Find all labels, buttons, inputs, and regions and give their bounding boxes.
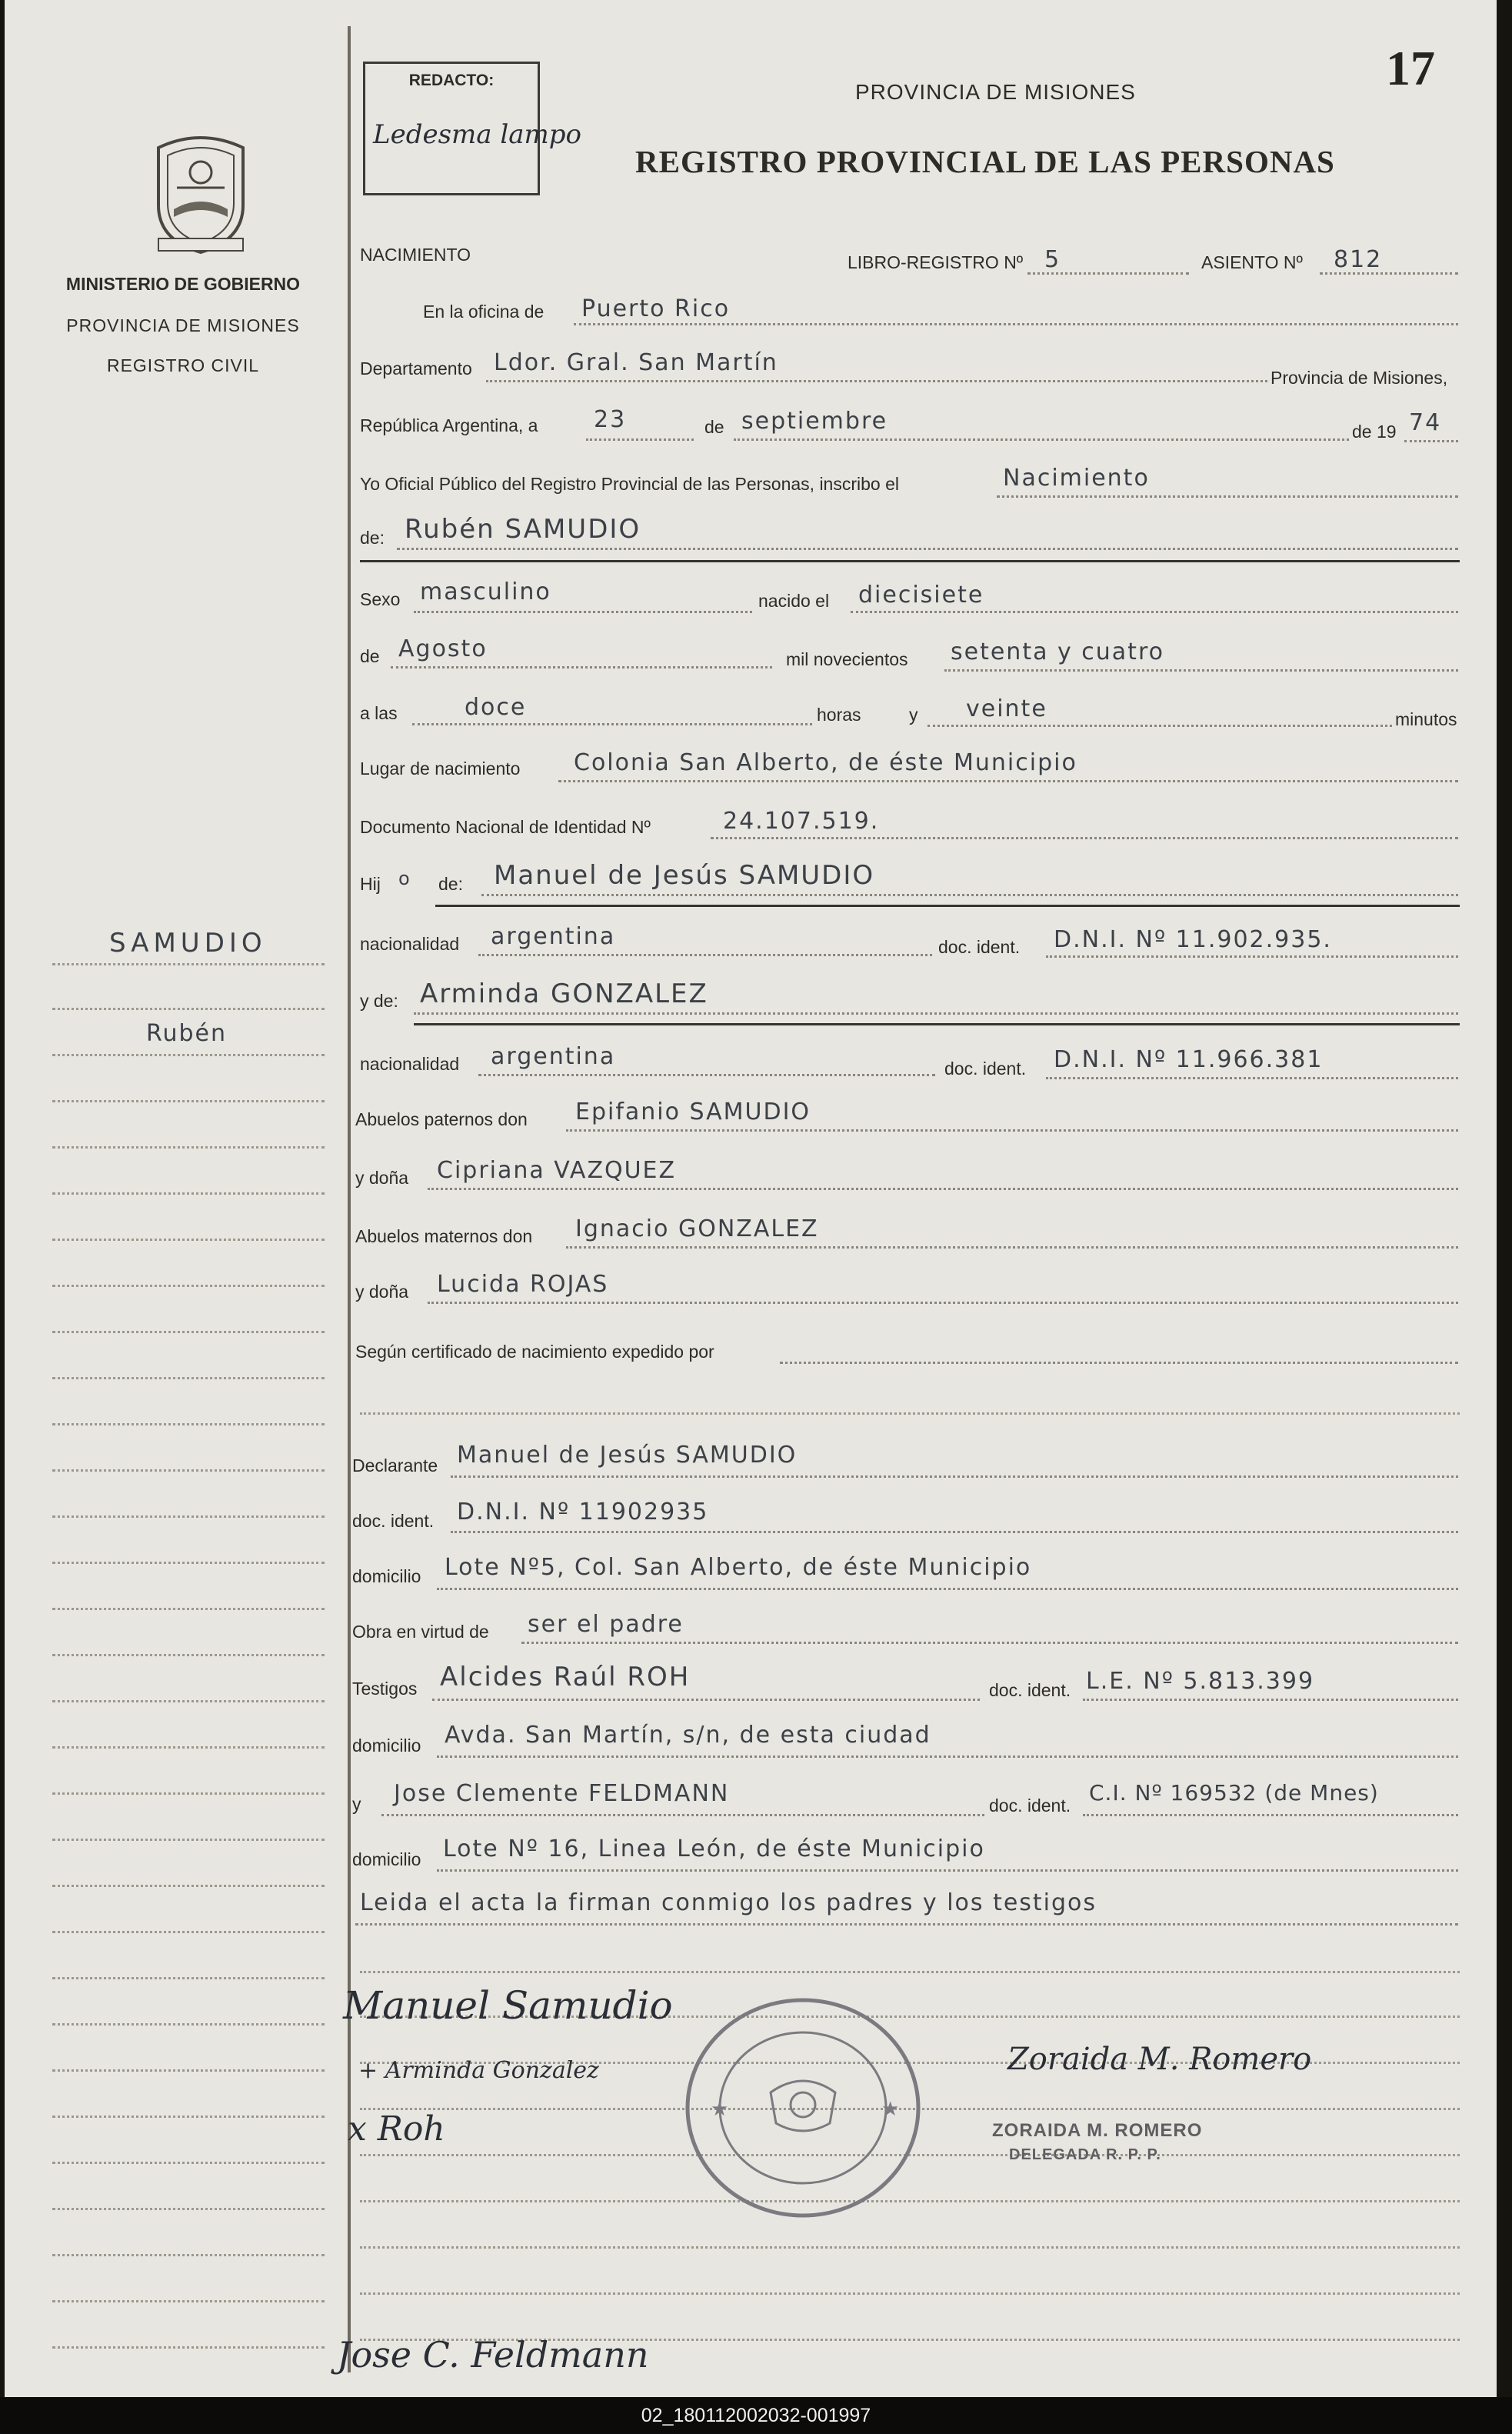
abuelo-paterno-value: Epifanio SAMUDIO <box>575 1099 811 1125</box>
madre-nac-label: nacionalidad <box>360 1054 460 1074</box>
hijo-suffix: o <box>398 868 411 889</box>
de-label-2: de: <box>360 528 385 548</box>
image-id-footer: 02_180112002032-001997 <box>0 2397 1512 2434</box>
testigo1-doc-value: L.E. Nº 5.813.399 <box>1086 1668 1315 1695</box>
testigo2-doc-label: doc. ident. <box>989 1795 1071 1815</box>
lugar-label: Lugar de nacimiento <box>360 759 521 779</box>
departamento-label: Departamento <box>360 358 472 378</box>
mes-value: septiembre <box>741 408 888 435</box>
padre-nac-label: nacionalidad <box>360 934 460 954</box>
asiento-value: 812 <box>1334 246 1383 273</box>
abuelos-maternos-label: Abuelos maternos don <box>355 1226 533 1246</box>
acto-value: Nacimiento <box>1003 465 1150 492</box>
testigo2-domicilio-value: Lote Nº 16, Linea León, de éste Municipio <box>443 1836 985 1862</box>
testigo1-domicilio-value: Avda. San Martín, s/n, de esta ciudad <box>445 1722 931 1749</box>
redacto-box <box>363 62 581 195</box>
abuelos-paternos-label: Abuelos paternos don <box>355 1109 528 1129</box>
dni-value: 24.107.519. <box>723 808 880 835</box>
oficial-text: Yo Oficial Público del Registro Provincial de las Personas, inscribo el <box>360 474 899 494</box>
mil-label: mil novecientos <box>786 649 908 669</box>
oficial-title-stamp: DELEGADA R. P. P. <box>1009 2146 1161 2163</box>
libro-label: LIBRO-REGISTRO Nº <box>848 252 1024 272</box>
hora-value: doce <box>465 694 527 721</box>
departamento-value: Ldor. Gral. San Martín <box>494 349 778 376</box>
madre-nac-value: argentina <box>491 1043 616 1070</box>
madre-doc-value: D.N.I. Nº 11.966.381 <box>1054 1046 1324 1073</box>
abuelo-materno-value: Ignacio GONZALEZ <box>575 1215 819 1242</box>
y-label: y <box>909 705 918 725</box>
testigo2-doc-value: C.I. Nº 169532 (de Mnes) <box>1089 1780 1379 1805</box>
ministry-title: MINISTERIO DE GOBIERNO <box>65 274 301 294</box>
register-page <box>5 0 1497 2397</box>
registry-heading: REGISTRO PROVINCIAL DE LAS PERSONAS <box>635 144 1335 179</box>
testigo1-domicilio-label: domicilio <box>352 1735 421 1755</box>
madre-value: Arminda GONZALEZ <box>420 979 708 1009</box>
dia-value: 23 <box>594 406 627 433</box>
office-title: REGISTRO CIVIL <box>106 355 260 375</box>
testigos-label: Testigos <box>352 1679 418 1699</box>
declarante-label: Declarante <box>352 1455 438 1475</box>
signature-padre: Manuel Samudio <box>343 1983 673 2028</box>
page-number: 17 <box>1386 41 1435 95</box>
padre-value: Manuel de Jesús SAMUDIO <box>494 860 875 891</box>
asiento-label: ASIENTO Nº <box>1201 252 1303 272</box>
abuela-paterna-label: y doña <box>355 1168 409 1188</box>
republica-label: República Argentina, a <box>360 415 538 435</box>
signature-oficial: Zoraida M. Romero <box>1007 2042 1312 2077</box>
testigo1-value: Alcides Raúl ROH <box>440 1662 691 1692</box>
svg-text:★: ★ <box>711 2097 729 2120</box>
hora-label: horas <box>817 705 861 725</box>
nacido-mes-value: Agosto <box>398 635 488 662</box>
signature-roh: x Roh <box>348 2109 445 2149</box>
hijo-label: Hij <box>360 874 381 894</box>
declarante-domicilio-label: domicilio <box>352 1566 421 1586</box>
declarante-domicilio-value: Lote Nº5, Col. San Alberto, de éste Municipio <box>445 1554 1032 1581</box>
testigo2-domicilio-label: domicilio <box>352 1849 421 1869</box>
margin-surname: SAMUDIO <box>109 928 267 959</box>
libro-value: 5 <box>1044 246 1061 273</box>
signature-madre: + Arminda Gonzalez <box>358 2057 599 2084</box>
segun-label: Según certificado de nacimiento expedido por <box>355 1342 714 1362</box>
testigo1-doc-label: doc. ident. <box>989 1680 1071 1700</box>
padre-doc-value: D.N.I. Nº 11.902.935. <box>1054 926 1332 953</box>
nacido-anio-value: setenta y cuatro <box>951 639 1164 665</box>
provincial-shield-icon <box>143 132 258 255</box>
redacto-signature: Ledesma lampo <box>373 119 581 150</box>
madre-doc-label: doc. ident. <box>944 1059 1027 1079</box>
lugar-value: Colonia San Alberto, de éste Municipio <box>574 749 1077 776</box>
oficina-value: Puerto Rico <box>581 295 731 322</box>
de-anio-label: de 19 <box>1352 422 1397 442</box>
nombre-value: Rubén SAMUDIO <box>405 514 641 545</box>
svg-text:★: ★ <box>881 2097 900 2120</box>
dni-label: Documento Nacional de Identidad Nº <box>360 817 651 837</box>
abuela-paterna-value: Cipriana VAZQUEZ <box>437 1157 677 1184</box>
nacido-dia-value: diecisiete <box>858 582 984 608</box>
oficial-name-stamp: ZORAIDA M. ROMERO <box>992 2120 1203 2141</box>
nacido-label: nacido el <box>758 591 830 611</box>
sexo-label: Sexo <box>360 589 401 609</box>
oficina-label: En la oficina de <box>423 302 545 322</box>
minutos-label: minutos <box>1395 709 1457 729</box>
sexo-value: masculino <box>420 578 551 605</box>
provincia-suffix: Provincia de Misiones, <box>1271 368 1448 388</box>
de-label: de <box>704 417 724 437</box>
declarante-value: Manuel de Jesús SAMUDIO <box>457 1442 798 1469</box>
padre-doc-label: doc. ident. <box>938 937 1021 957</box>
obra-value: ser el padre <box>528 1611 684 1638</box>
official-seal-icon <box>680 1992 926 2223</box>
record-kind: NACIMIENTO <box>360 245 471 265</box>
abuela-materna-value: Lucida ROJAS <box>437 1271 609 1298</box>
hijo-de-label: de: <box>438 874 463 894</box>
minutos-value: veinte <box>966 695 1047 722</box>
madre-label: y de: <box>360 991 398 1011</box>
padre-nac-value: argentina <box>491 923 616 950</box>
margin-name: Rubén <box>146 1020 228 1047</box>
testigo2-value: Jose Clemente FELDMANN <box>394 1780 730 1807</box>
abuela-materna-label: y doña <box>355 1282 409 1302</box>
province-title: PROVINCIA DE MISIONES <box>66 315 300 335</box>
declarante-doc-value: D.N.I. Nº 11902935 <box>457 1499 709 1525</box>
de-label-3: de <box>360 646 380 666</box>
signature-feldmann: Jose C. Feldmann <box>337 2334 649 2376</box>
anio-value: 74 <box>1409 409 1442 436</box>
redacto-label: REDACTO: <box>408 72 495 89</box>
declarante-doc-label: doc. ident. <box>352 1511 435 1531</box>
province-heading: PROVINCIA DE MISIONES <box>855 80 1136 104</box>
obra-label: Obra en virtud de <box>352 1622 489 1642</box>
a-las-label: a las <box>360 703 398 723</box>
cierre-text: Leida el acta la firman conmigo los padres y los testigos <box>360 1889 1097 1916</box>
testigo2-y-label: y <box>352 1794 361 1814</box>
